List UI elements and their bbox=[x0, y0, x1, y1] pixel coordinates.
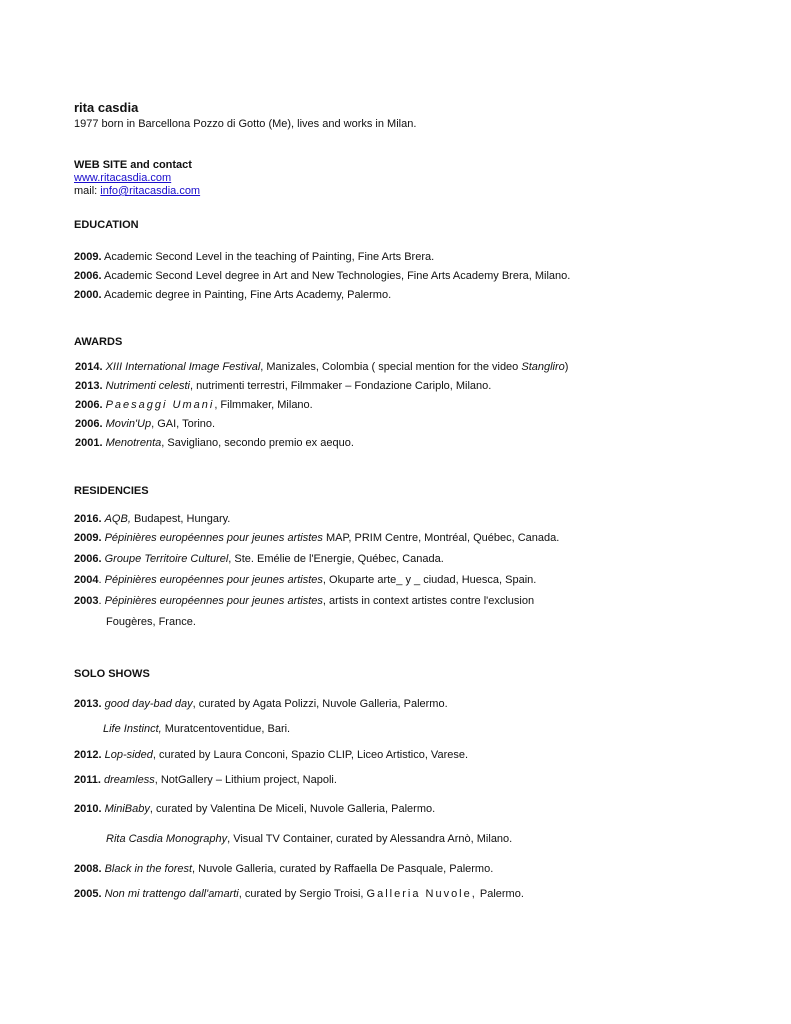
solo-show-item: 2005. Non mi trattengo dall'amarti, curated by Sergio Troisi, Galleria Nuvole, Palermo. bbox=[74, 888, 524, 900]
website-link[interactable]: www.ritacasdia.com bbox=[74, 172, 172, 184]
solo-show-item: Life Instinct, Muratcentoventidue, Bari. bbox=[103, 723, 291, 735]
award-item: 2014. XIII International Image Festival, Manizales, Colombia ( special mention for the video Stangliro) bbox=[75, 361, 569, 373]
solo-show-item: 2008. Black in the forest, Nuvole Galleria, curated by Raffaella De Pasquale, Palermo. bbox=[74, 863, 494, 875]
mail-label: mail: bbox=[74, 185, 101, 197]
award-item: 2001. Menotrenta, Savigliano, secondo premio ex aequo. bbox=[75, 437, 354, 449]
award-item: 2006. Movin'Up, GAI, Torino. bbox=[75, 418, 216, 430]
mail-link[interactable]: info@ritacasdia.com bbox=[100, 185, 201, 197]
solo-show-item: 2010. MiniBaby, curated by Valentina De Miceli, Nuvole Galleria, Palermo. bbox=[74, 803, 436, 815]
residency-item: 2016. AQB, Budapest, Hungary. bbox=[74, 513, 231, 525]
residency-item: 2004. Pépinières européennes pour jeunes artistes, Okuparte arte_ y _ ciudad, Huesca, Spain. bbox=[74, 574, 537, 586]
artist-name: rita casdia bbox=[74, 100, 139, 115]
education-item: 2006. Academic Second Level degree in Art and New Technologies, Fine Arts Academy Brera, Milano. bbox=[74, 270, 571, 282]
solo-show-item: 2013. good day-bad day, curated by Agata Polizzi, Nuvole Galleria, Palermo. bbox=[74, 698, 448, 710]
residency-item: 2009. Pépinières européennes pour jeunes artistes MAP, PRIM Centre, Montréal, Québec, Canada. bbox=[74, 532, 560, 544]
awards-heading: AWARDS bbox=[74, 336, 123, 348]
award-item: 2013. Nutrimenti celesti, nutrimenti terrestri, Filmmaker – Fondazione Cariplo, Milano. bbox=[75, 380, 492, 392]
education-heading: EDUCATION bbox=[74, 219, 139, 231]
solo-show-item: 2012. Lop-sided, curated by Laura Conconi, Spazio CLIP, Liceo Artistico, Varese. bbox=[74, 749, 469, 761]
artist-bio: 1977 born in Barcellona Pozzo di Gotto (Me), lives and works in Milan. bbox=[74, 118, 417, 130]
award-item: 2006. Paesaggi Umani, Filmmaker, Milano. bbox=[75, 399, 313, 411]
residency-continuation: Fougères, France. bbox=[106, 616, 196, 628]
solo-shows-heading: SOLO SHOWS bbox=[74, 668, 150, 680]
education-item: 2009. Academic Second Level in the teaching of Painting, Fine Arts Brera. bbox=[74, 251, 435, 263]
solo-show-item: Rita Casdia Monography, Visual TV Container, curated by Alessandra Arnò, Milano. bbox=[106, 833, 513, 845]
solo-show-item: 2011. dreamless, NotGallery – Lithium project, Napoli. bbox=[74, 774, 337, 786]
residencies-heading: RESIDENCIES bbox=[74, 485, 149, 497]
contact-heading: WEB SITE and contact bbox=[74, 159, 192, 171]
residency-item: 2003. Pépinières européennes pour jeunes artistes, artists in context artistes contre l'exclusion bbox=[74, 595, 535, 607]
education-item: 2000. Academic degree in Painting, Fine Arts Academy, Palermo. bbox=[74, 289, 392, 301]
website-line bbox=[74, 171, 171, 185]
mail-line bbox=[74, 184, 200, 198]
residency-item: 2006. Groupe Territoire Culturel, Ste. Emélie de l'Energie, Québec, Canada. bbox=[74, 553, 444, 565]
